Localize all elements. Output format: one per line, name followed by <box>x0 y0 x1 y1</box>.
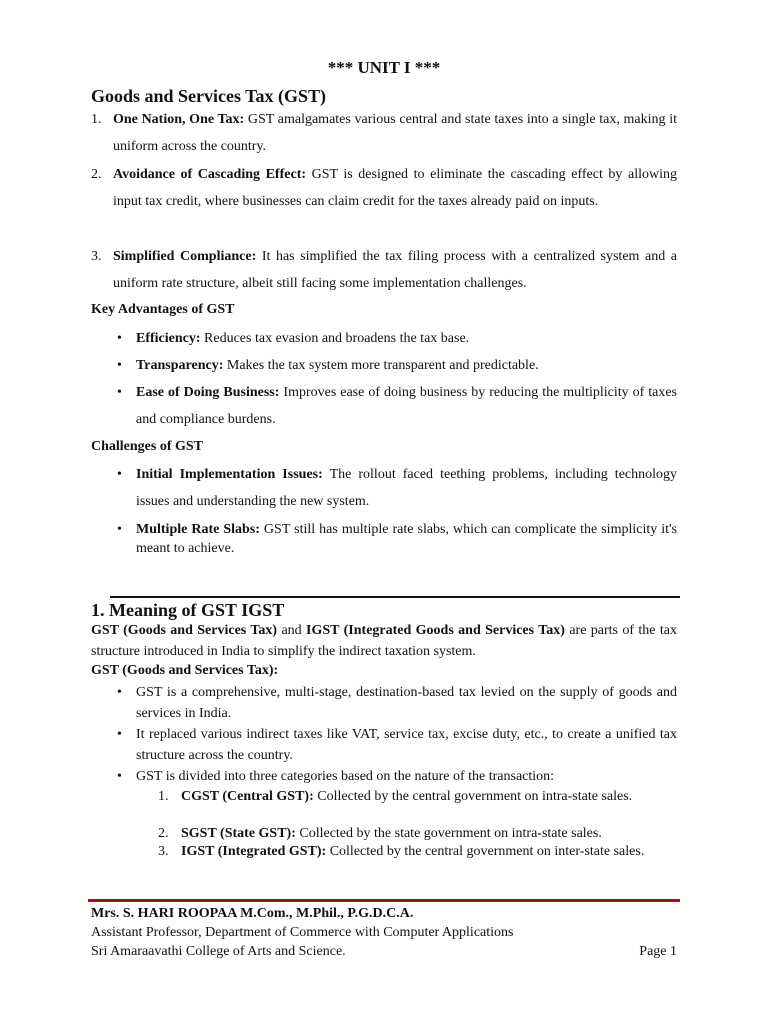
gst-sub-heading: GST (Goods and Services Tax): <box>91 663 279 678</box>
challenge-1-text: The rollout faced teething problems, including technology issues and understanding the new system. <box>136 467 678 509</box>
advantage-3-text: Improves ease of doing business by reducing the multiplicity of taxes and compliance burdens. <box>136 385 678 427</box>
bullet-icon: • <box>117 358 122 373</box>
bullet-icon: • <box>117 385 122 400</box>
point-2-term: Avoidance of Cascading Effect: <box>113 167 307 182</box>
footer-college: Sri Amaraavathi College of Arts and Science. <box>91 944 346 959</box>
advantage-2-text: Makes the tax system more transparent and predictable. <box>223 358 539 373</box>
bullet-icon: • <box>117 331 122 346</box>
intro-text: are parts of the tax structure introduced in India to simplify the indirect taxation system. <box>91 623 677 659</box>
category-3 <box>181 842 677 861</box>
category-2-number: 2. <box>158 826 169 841</box>
section-divider <box>110 596 680 598</box>
gst-bullet-1: GST is a comprehensive, multi-stage, destination-based tax levied on the supply of goods and services in India. <box>136 685 677 721</box>
footer-author: Mrs. S. HARI ROOPAA M.Com., M.Phil., P.G.D.C.A. <box>91 906 414 921</box>
point-2-text: GST is designed to eliminate the cascading effect by allowing input tax credit, where businesses can claim credit for the taxes already paid on inputs. <box>113 167 677 209</box>
gst-heading: Goods and Services Tax (GST) <box>91 86 327 106</box>
intro-and: and <box>277 623 307 638</box>
point-3-text: It has simplified the tax filing process with a centralized system and a uniform rate structure, albeit still facing some implementation challenges. <box>113 249 677 291</box>
intro-igst-term: IGST (Integrated Goods and Services Tax) <box>306 623 565 638</box>
point-2 <box>113 161 677 215</box>
advantage-2-term: Transparency: <box>136 358 224 373</box>
gst-bullet-2: It replaced various indirect taxes like VAT, service tax, excise duty, etc., to create a unified tax structure across the country. <box>136 727 677 763</box>
advantage-2 <box>136 352 677 379</box>
bullet-icon: • <box>117 467 122 482</box>
category-3-number: 3. <box>158 844 169 859</box>
advantage-3 <box>136 379 677 433</box>
gst-bullet-3: GST is divided into three categories based on the nature of the transaction: <box>136 769 555 784</box>
category-1-number: 1. <box>158 789 169 804</box>
intro-gst-term: GST (Goods and Services Tax) <box>91 623 278 638</box>
category-2-term: SGST (State GST): <box>181 826 296 841</box>
category-1-text: Collected by the central government on intra-state sales. <box>313 789 633 804</box>
bullet-icon: • <box>117 685 122 700</box>
bullet-icon: • <box>117 522 122 537</box>
challenge-2-term: Multiple Rate Slabs: <box>136 522 260 537</box>
intro-paragraph <box>91 620 677 662</box>
challenge-2 <box>136 520 677 558</box>
meaning-heading: 1. Meaning of GST IGST <box>91 600 285 620</box>
advantage-1-text: Reduces tax evasion and broadens the tax base. <box>200 331 470 346</box>
category-1-term: CGST (Central GST): <box>181 789 314 804</box>
challenge-2-text: GST still has multiple rate slabs, which can complicate the simplicity it's meant to achieve. <box>136 522 677 556</box>
footer-rule <box>88 899 680 902</box>
point-3-term: Simplified Compliance: <box>113 249 257 264</box>
point-3 <box>113 243 677 297</box>
challenge-1 <box>136 461 677 515</box>
footer-position: Assistant Professor, Department of Commerce with Computer Applications <box>91 925 514 940</box>
bullet-icon: • <box>117 769 122 784</box>
challenge-1-term: Initial Implementation Issues: <box>136 467 323 482</box>
point-3-number: 3. <box>91 249 102 264</box>
category-2-text: Collected by the state government on intra-state sales. <box>295 826 602 841</box>
advantage-1 <box>136 325 677 352</box>
page-number: Page 1 <box>639 944 677 959</box>
point-1 <box>113 106 677 160</box>
category-3-text: Collected by the central government on inter-state sales. <box>326 844 645 859</box>
unit-title: *** UNIT I *** <box>327 58 441 77</box>
advantage-3-term: Ease of Doing Business: <box>136 385 280 400</box>
advantages-heading: Key Advantages of GST <box>91 302 235 317</box>
category-2 <box>181 824 677 843</box>
challenges-heading: Challenges of GST <box>91 439 204 454</box>
point-1-term: One Nation, One Tax: <box>113 112 245 127</box>
point-1-number: 1. <box>91 112 102 127</box>
point-1-text: GST amalgamates various central and state taxes into a single tax, making it uniform across the country. <box>113 112 677 154</box>
category-1 <box>181 787 677 806</box>
point-2-number: 2. <box>91 167 102 182</box>
bullet-icon: • <box>117 727 122 742</box>
advantage-1-term: Efficiency: <box>136 331 201 346</box>
category-3-term: IGST (Integrated GST): <box>181 844 327 859</box>
